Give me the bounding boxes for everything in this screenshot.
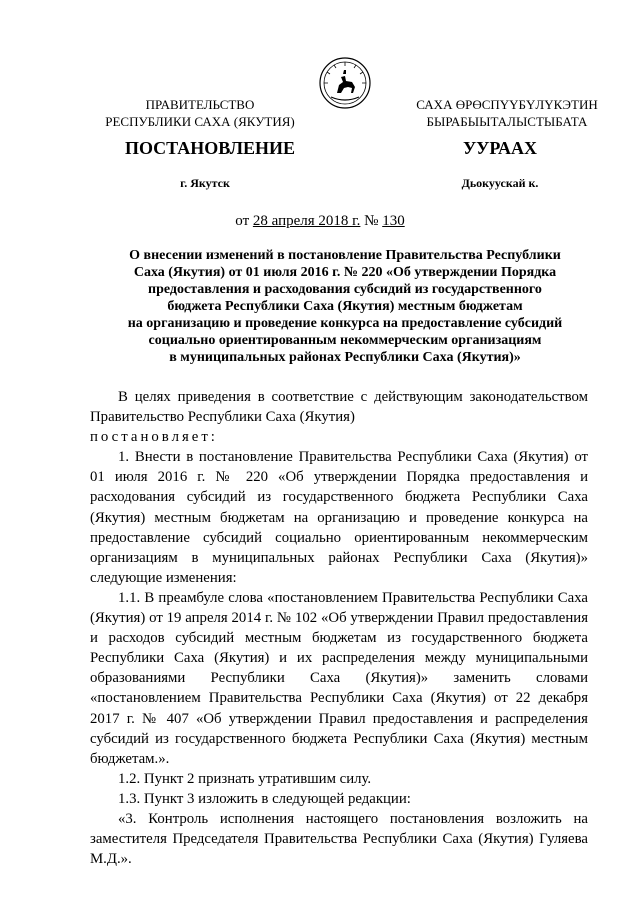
date-prefix: от <box>235 213 250 229</box>
header-left-line1: ПРАВИТЕЛЬСТВО <box>145 97 255 112</box>
decree-word: постановляет: <box>90 429 218 446</box>
title-line: Саха (Якутия) от 01 июля 2016 г. № 220 «Об утверждении Порядка <box>133 265 557 280</box>
item-1-3-paragraph: 1.3. Пункт 3 изложить в следующей редакции: <box>118 790 411 807</box>
title-line: бюджета Республики Саха (Якутия) местным бюджетам <box>167 299 523 314</box>
doc-type-ru: ПОСТАНОВЛЕНИЕ <box>124 138 296 158</box>
city-ru: г. Якутск <box>180 176 230 190</box>
document-date: 28 апреля 2018 г. <box>252 213 361 229</box>
item-1-1-paragraph: 1.1. В преамбуле слова «постановлением Правительства Республики Саха (Якутия) от 19 апреля 2014 г. № 102 «Об утверждении Правил предоставления и расходов субсидий местным бюджетам из государственного бюджета Республики Саха (Якутия) и их распределения между муниципальными образованиями Республики Саха (Якутия)» заменить словами «постановлением Правительства Республики Саха (Якутия) от 22 декабря 2017 г. № 407 «Об утверждении Правил предоставления и распределения субсидий из государственного бюджета Республики Саха (Якутия) местным бюджетам.». <box>90 589 588 767</box>
title-line: в муниципальных районах Республики Саха (Якутия)» <box>169 350 521 365</box>
government-name-sakha <box>382 96 632 130</box>
title-line: О внесении изменений в постановление Правительства Республики <box>129 248 561 263</box>
item-1-2-paragraph: 1.2. Пункт 2 признать утратившим силу. <box>118 770 372 787</box>
number-sign: № <box>364 213 379 229</box>
quoted-item-3-paragraph: «3. Контроль исполнения настоящего постановления возложить на заместителя Председателя Правительства Республики Саха (Якутия) Гуляева М.Д.». <box>90 810 588 868</box>
doc-type-sakha: УУРААХ <box>462 138 538 158</box>
document-number: 130 <box>382 213 405 229</box>
document-title <box>90 247 600 366</box>
intro-paragraph: В целях приведения в соответствие с действующим законодательством Правительство Республики Саха (Якутия) <box>90 389 588 426</box>
government-name-ru <box>90 96 310 130</box>
header-left-line2: РЕСПУБЛИКИ САХА (ЯКУТИЯ) <box>105 114 295 129</box>
document-body <box>90 387 588 869</box>
coat-of-arms-emblem <box>319 57 371 109</box>
document-date-line <box>0 213 640 230</box>
item-1-paragraph: 1. Внести в постановление Правительства Республики Саха (Якутия) от 01 июля 2016 г. № 220 «Об утверждении Порядка предоставления и расходования субсидий из государственного бюджета Республики Саха (Якутия) местным бюджетам на организацию и проведение конкурса на предоставление субсидий социально ориентированным некоммерческим организациям в муниципальных районах Республики Саха (Якутия)» следующие изменения: <box>90 449 588 586</box>
header-right-line2: БЫРАБЫЫТАЛЫСТЫБАТА <box>426 114 588 129</box>
title-line: социально ориентированным некоммерческим организациям <box>148 333 542 348</box>
header-right-line1: САХА ӨРӨСПҮҮБҮЛҮКЭТИН <box>416 97 598 112</box>
title-line: на организацию и проведение конкурса на предоставление субсидий <box>127 316 563 331</box>
title-line: предоставления и расходования субсидий из государственного <box>148 282 542 297</box>
city-sakha: Дьокуускай к. <box>461 176 539 190</box>
